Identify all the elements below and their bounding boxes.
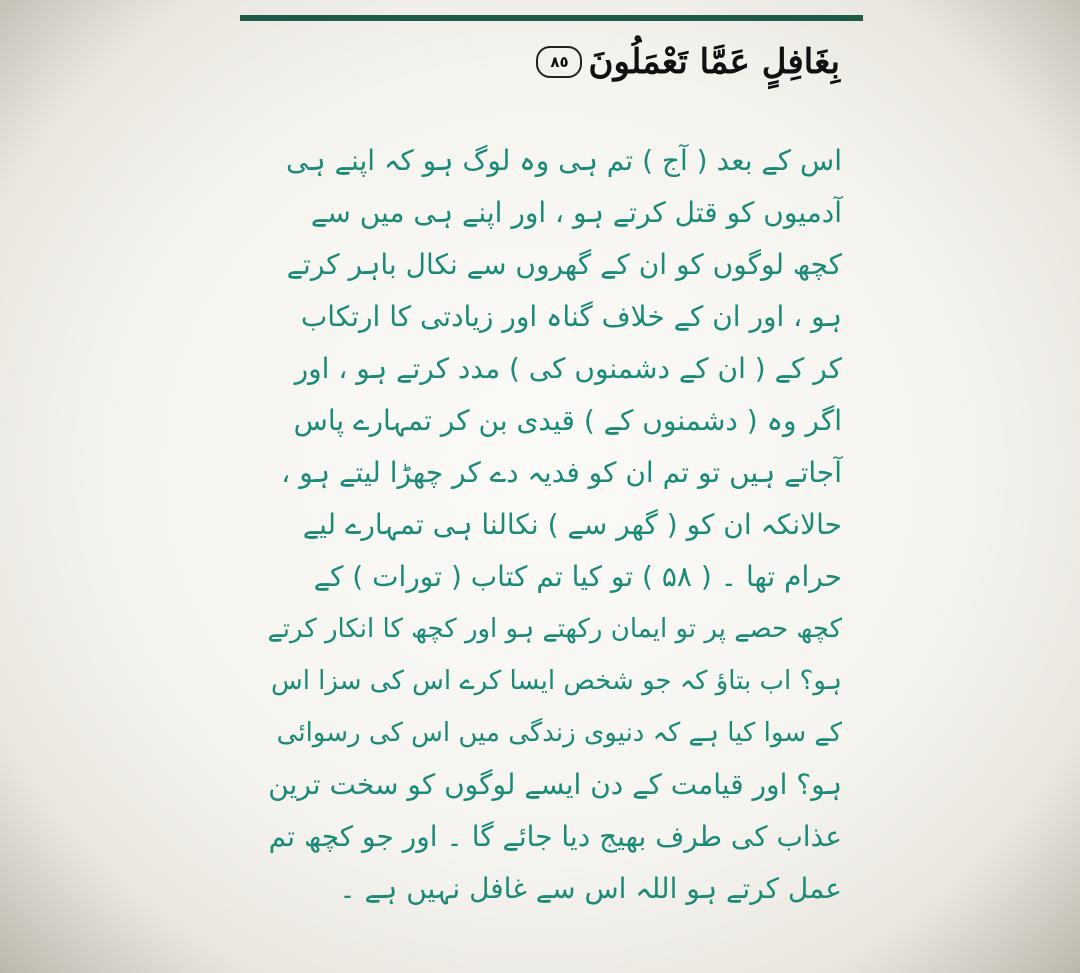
translation-line: اس کے بعد ( آج ) تم ہی وہ لوگ ہو کہ اپنے ہی bbox=[285, 144, 842, 177]
translation-line: عمل کرتے ہو اللہ اس سے غافل نہیں ہے ۔ bbox=[339, 872, 842, 905]
urdu-translation bbox=[262, 135, 842, 915]
translation-line: اگر وہ ( دشمنوں کے ) قیدی بن کر تمہارے پاس bbox=[293, 404, 842, 437]
translation-line: ہو؟ اور قیامت کے دن ایسے لوگوں کو سخت ترین bbox=[268, 768, 842, 801]
translation-line: کچھ حصے پر تو ایمان رکھتے ہو اور کچھ کا انکار کرتے bbox=[267, 614, 842, 644]
ayah-number-marker: ٨٥ bbox=[536, 46, 582, 78]
top-rule bbox=[240, 15, 863, 21]
translation-line: کے سوا کیا ہے کہ دنیوی زندگی میں اس کی رسوائی bbox=[276, 718, 842, 748]
translation-line: کچھ لوگوں کو ان کے گھروں سے نکال باہر کرتے bbox=[286, 248, 842, 281]
translation-line: آجاتے ہیں تو تم ان کو فدیہ دے کر چھڑا لیتے ہو ، bbox=[281, 456, 842, 489]
translation-line: آدمیوں کو قتل کرتے ہو ، اور اپنے ہی میں سے bbox=[310, 196, 842, 229]
translation-line: حالانکہ ان کو ( گھر سے ) نکالنا ہی تمہارے لیے bbox=[302, 508, 842, 541]
translation-line: کر کے ( ان کے دشمنوں کی ) مدد کرتے ہو ، اور bbox=[294, 352, 842, 385]
translation-line: عذاب کی طرف بھیج دیا جائے گا ۔ اور جو کچھ تم bbox=[268, 820, 842, 853]
translation-line: ہو؟ اب بتاؤ کہ جو شخص ایسا کرے اس کی سزا اس bbox=[270, 666, 842, 696]
arabic-verse-header bbox=[536, 32, 840, 92]
arabic-verse-text: بِغَافِلٍ عَمَّا تَعْمَلُونَ bbox=[588, 42, 840, 82]
translation-line: ہو ، اور ان کے خلاف گناہ اور زیادتی کا ارتکاب bbox=[300, 300, 842, 333]
translation-line: حرام تھا ۔ ( ۵۸ ) تو کیا تم کتاب ( تورات ) کے bbox=[313, 560, 842, 593]
